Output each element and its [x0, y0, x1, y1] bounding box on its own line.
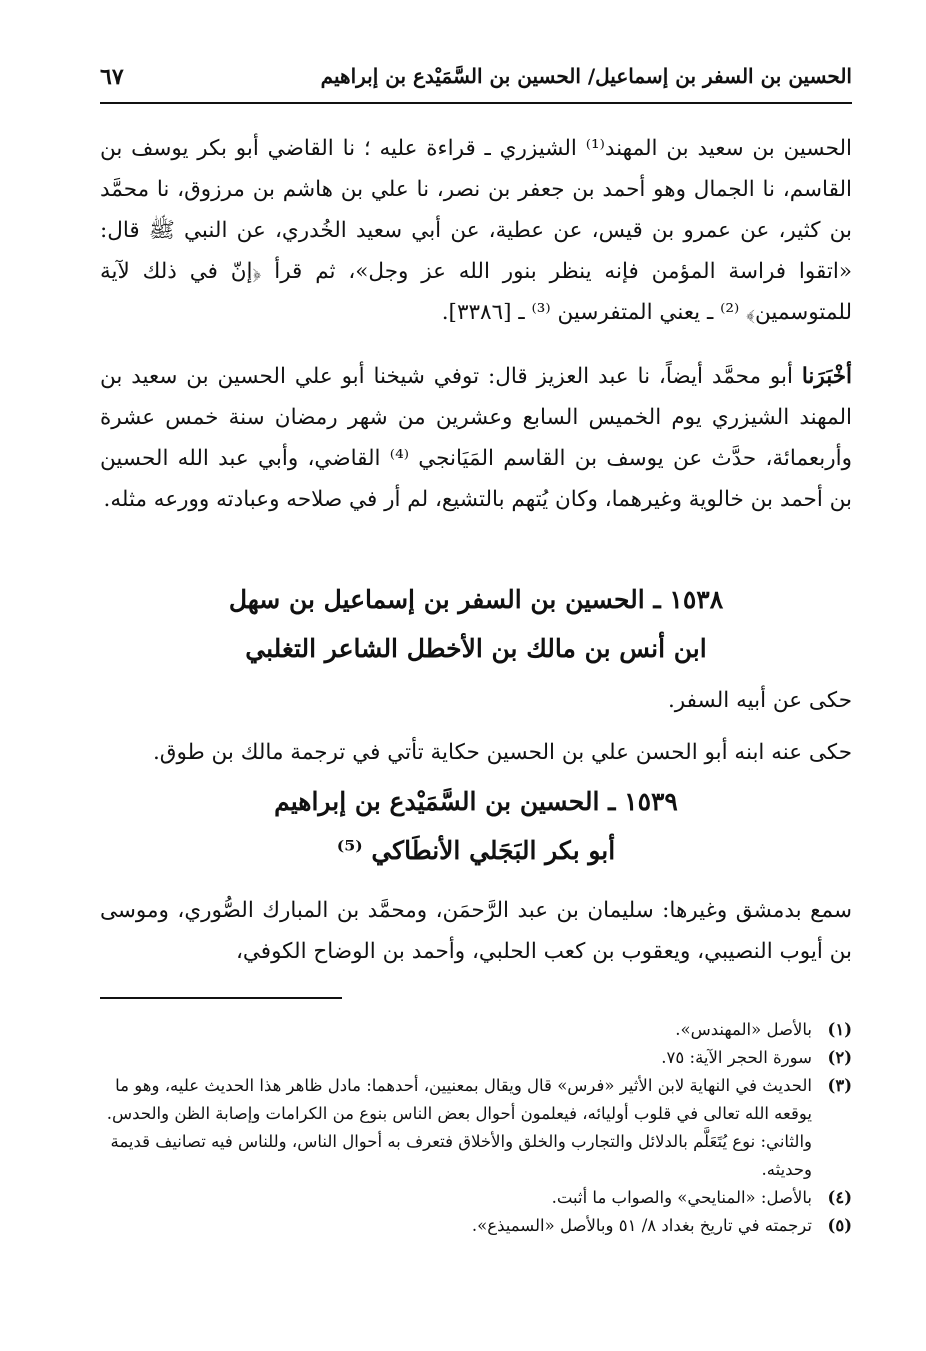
footnote	[100, 1016, 852, 1044]
footnote	[100, 1212, 852, 1240]
running-title: الحسين بن السفر بن إسماعيل/ الحسين بن السَّمَيْدع بن إبراهيم	[320, 64, 852, 88]
akhbarana-lead: أخْبَرَنا	[801, 364, 852, 389]
paragraph-narrated-from: حكى عن أبيه السفر.	[667, 688, 852, 713]
paragraph-hadith: الحسين بن سعيد بن المهند⁽¹⁾ الشيزري ـ قراءة عليه ؛ نا القاضي أبو بكر يوسف بن القاسم، نا الجمال وهو أحمد بن جعفر بن نصر، نا علي بن هاشم بن مرزوق، نا محمَّد بن كثير، عن عمرو بن قيس، عن عطية، عن أبي سعيد الخُدري، عن النبي ﷺ قال: «اتقوا فراسة المؤمن فإنه ينظر بنور الله عز وجل»، ثم قرأ ﴿إنّ في ذلك لآية للمتوسمين﴾ ⁽²⁾ ـ يعني المتفرسين ⁽³⁾ ـ [٣٣٨٦].	[100, 136, 852, 325]
entry-1539-kunya: أبو بكر البَجَلي الأنطَاكي ⁽⁵⁾	[336, 836, 616, 865]
entry-1538-heading: ١٥٣٨ ـ الحسين بن السفر بن إسماعيل بن سهل	[228, 585, 724, 614]
paragraph-heard-from: سمع بدمشق وغيرها: سليمان بن عبد الرَّحمَن، ومحمَّد بن المبارك الصُّوري، وموسى بن أيوب النصيبي، ويعقوب بن كعب الحلبي، وأحمد بن الوضاح الكوفي،	[100, 898, 852, 964]
footnote-number: (٤)	[827, 1188, 852, 1207]
footnotes	[100, 1016, 852, 1240]
running-header	[100, 62, 852, 104]
entry-1538-lineage: ابن أنس بن مالك بن الأخطل الشاعر التغلبي	[245, 634, 707, 663]
footnote-text: ترجمته في تاريخ بغداد ٨/ ٥١ وبالأصل «السميذع».	[471, 1216, 812, 1235]
footnote	[100, 1184, 852, 1212]
footnote-number: (٣)	[827, 1076, 852, 1095]
page-number: ٦٧	[100, 64, 124, 90]
footnote	[100, 1072, 852, 1184]
footnote-number: (١)	[827, 1020, 852, 1039]
footnote	[100, 1044, 852, 1072]
paragraph-death-note-text: أبو محمَّد أيضاً، نا عبد العزيز قال: توفي شيخنا أبو علي الحسين بن سعيد بن المهند الشيزري يوم الخميس السابع وعشرين من شهر رمضان سنة خمس عشرة وأربعمائة، حدَّث عن يوسف بن القاسم المَيَانجي ⁽⁴⁾ القاضي، وأبي عبد الله الحسين بن أحمد بن خالوية وغيرهما، وكان يُتهم بالتشيع، لم أر في صلاحه وعبادته وورعه مثله.	[100, 364, 852, 512]
footnote-text: بالأصل: «المنايحي» والصواب ما أثبت.	[551, 1188, 812, 1207]
footnote-text: الحديث في النهاية لابن الأثير «فرس» قال ويقال بمعنيين، أحدهما: مادل ظاهر هذا الحديث عليه، وهو ما يوقعه الله تعالى في قلوب أوليائه، فيعلمون أحوال بعض الناس بنوع من الكرامات وإصابة الظن والحدس. والثاني: نوع يُتَعَلَّم بالدلائل والتجارب والخلق والأخلاق فتعرف به أحوال الناس، وللناس فيه تصانيف قديمة وحديثه.	[106, 1076, 812, 1179]
paragraph-death-note	[100, 356, 852, 520]
footnote-divider	[100, 997, 342, 999]
entry-1539-heading: ١٥٣٩ ـ الحسين بن السَّمَيْدع بن إبراهيم	[274, 787, 678, 816]
footnote-number: (٥)	[827, 1216, 852, 1235]
footnote-text: سورة الحجر الآية: ٧٥.	[661, 1048, 812, 1067]
paragraph-narrated-by: حكى عنه ابنه أبو الحسن علي بن الحسين حكاية تأتي في ترجمة مالك بن طوق.	[152, 740, 852, 765]
footnote-number: (٢)	[827, 1048, 852, 1067]
footnote-text: بالأصل «المهندس».	[675, 1020, 812, 1039]
